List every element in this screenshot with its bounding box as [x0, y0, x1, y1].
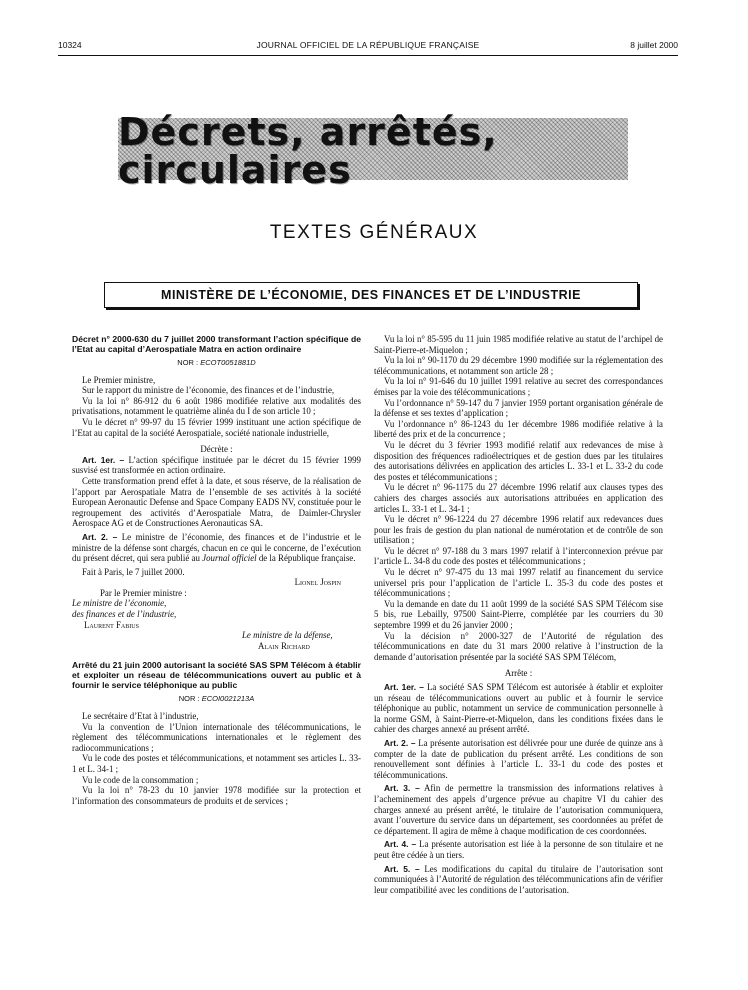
arrete-visa-1: Vu la convention de l’Union internationale des télécommunications, le règlement des télécommunications internationales et le règlement des radiocommunications ; — [72, 721, 361, 753]
min-eco-line1: Le ministre de l’économie, — [72, 598, 167, 609]
left-column — [72, 334, 361, 806]
page-number: 10324 — [58, 40, 82, 50]
arrete-visa-r11: Vu la décision n° 2000-327 de l’Autorité de régulation des télécommunications en date du 31 mars 2000 relative à l’instruction de la demande d’autorisation présentée par la société SAS SPM Télécom, — [374, 630, 663, 662]
arrete-visa-r7: Vu le décret n° 96-1224 du 27 décembre 1996 relatif aux redevances dues pour les frais de gestion du plan national de numérotation et de contrôle de son utilisation ; — [374, 514, 663, 546]
journal-title: JOURNAL OFFICIEL DE LA RÉPUBLIQUE FRANÇAISE — [256, 40, 480, 50]
nor-label: NOR : — [177, 358, 199, 367]
decret-intro-3: Vu le décret n° 99-97 du 15 février 1999 instituant une action spécifique de l’Etat au capital de la société Aerospatiale, société nationale industrielle, — [72, 416, 361, 438]
arrete-title: Arrêté du 21 juin 2000 autorisant la société SAS SPM Télécom à établir et exploiter un réseau de télécommunications ouvert au public et à fournir le service téléphonique au public — [72, 660, 361, 691]
arrete-art4 — [374, 839, 663, 860]
art-text: La société SAS SPM Télécom est autorisée à établir et exploiter un réseau de télécommunications ouvert au public et à fournir le service téléphonique au public, notamment un service de communication personnelle à la norme GSM, à Saint-Pierre-et-Miquelon, dans les conditions fixées dans le cahier des charges annexé au présent arrêté. — [374, 682, 663, 735]
art-label: Art. 1er. – — [384, 682, 424, 692]
arrete-visa-4: Vu la loi n° 78-23 du 10 janvier 1978 modifiée sur la protection et l’information des consommateurs de produits et de services ; — [72, 785, 361, 806]
decret-intro-1: Sur le rapport du ministre de l’économie, des finances et de l’industrie, — [82, 385, 335, 396]
decret-nor — [72, 358, 361, 369]
decrete-word: Décrète : — [200, 444, 233, 455]
ministry-title: MINISTÈRE DE L’ÉCONOMIE, DES FINANCES ET DE L’INDUSTRIE — [161, 288, 581, 302]
arrete-art2 — [374, 738, 663, 780]
running-header — [58, 40, 678, 54]
fait-line: Fait à Paris, le 7 juillet 2000. — [82, 566, 185, 577]
ministry-box — [104, 282, 638, 308]
arrete-visa-r3: Vu l’ordonnance n° 59-147 du 7 janvier 1959 portant organisation générale de la défense et ses textes d’application ; — [374, 397, 663, 419]
section-banner — [118, 110, 628, 192]
section-heading: TEXTES GÉNÉRAUX — [269, 222, 479, 243]
art-text: L’action spécifique instituée par le décret du 15 février 1999 susvisé est transformée en action ordinaire. — [72, 454, 361, 476]
arrete-visa-3: Vu le code de la consommation ; — [82, 774, 199, 785]
arrete-visa-0: Le secrétaire d’Etat à l’industrie, — [82, 711, 199, 722]
par-premier-ministre: Par le Premier ministre : — [100, 587, 187, 598]
art-label: Art. 2. – — [384, 737, 416, 748]
right-column — [374, 334, 663, 895]
art-text: Les modifications du capital du titulaire de l’autorisation sont communiquées à l’Autorité de régulation des télécommunications afin de vérifier leur compatibilité avec les conditions de l’autorisation. — [374, 863, 663, 895]
art-text: La présente autorisation est liée à la personne de son titulaire et ne peut être cédée à un tiers. — [374, 839, 663, 860]
arrete-visa-r5: Vu le décret du 3 février 1993 modifié relatif aux redevances de mise à disposition des fréquences radioélectriques et de gestion dues par les titulaires des autorisations délivrées en application des articles L. 33-1 et L. 33-2 du code des postes et télécommunications ; — [374, 439, 663, 482]
arrete-visa-r9: Vu le décret n° 97-475 du 13 mai 1997 relatif au financement du service universel pris pour l’application de l’article L. 35-3 du code des postes et télécommunications ; — [374, 567, 663, 599]
art-label: Art. 5. – — [384, 863, 420, 874]
arrete-art5 — [374, 864, 663, 896]
decret-title: Décret n° 2000-630 du 7 juillet 2000 transformant l’action spécifique de l’Etat au capital d’Aerospatiale Matra en action ordinaire — [72, 334, 361, 354]
journal-officiel: Journal officiel — [202, 553, 257, 564]
arrete-visa-r4: Vu l’ordonnance n° 86-1243 du 1er décembre 1986 modifiée relative à la liberté des prix et de la concurrence ; — [374, 418, 663, 440]
header-rule — [58, 55, 678, 56]
min-eco-line2: des finances et de l’industrie, — [72, 609, 177, 620]
nor-code: ECOT0051881D — [200, 358, 256, 367]
issue-date: 8 juillet 2000 — [630, 40, 678, 50]
arrete-visa-r2: Vu la loi n° 91-646 du 10 juillet 1991 relative au secret des correspondances émises par la voie des télécommunications ; — [374, 376, 663, 397]
art-text: Afin de permettre la transmission des informations relatives à l’acheminement des appels d’urgence prévue au chapitre VI du cahier des charges annexé au présent arrêté, le titulaire de l’autorisation communiquera, avant l’ouverture du service dans un département, ses coordonnées au préfet de ce département. Il agira de même à chaque modification de ces coordonnées. — [374, 783, 663, 836]
art-text-a: Le ministre de l’économie, des finances et de l’industrie et le ministre de la défense sont chargés, chacun en ce qui le concerne, de l’exécution du présent décret, qui sera publié au — [72, 531, 361, 564]
nor-label: NOR : — [178, 694, 200, 704]
art-label: Art. 4. – — [384, 839, 417, 850]
decret-art1-p2: Cette transformation prend effet à la date, et sous réserve, de la réalisation de l’apport par Aerospatiale Matra de l’ensemble de ses activités à la société European Aeronautic Defense and Space Company EADS NV, constituée pour le regroupement des activités d’Aerospatiale Matra, de Daimler-Chrysler Aerospace AG et de Constructiones Aeronauticas SA. — [72, 475, 361, 529]
arrete-art3 — [374, 783, 663, 836]
decret-art1 — [72, 455, 361, 476]
arrete-visa-r0: Vu la loi n° 85-595 du 11 juin 1985 modifiée relative au statut de l’archipel de Saint-Pierre-et-Miquelon ; — [374, 334, 663, 355]
art-label: Art. 2. – — [82, 531, 118, 542]
decret-intro-2: Vu la loi n° 86-912 du 6 août 1986 modifiée relative aux modalités des privatisations, notamment le quatrième alinéa du I de son article 10 ; — [72, 395, 361, 417]
arrete-visa-r8: Vu le décret n° 97-188 du 3 mars 1997 relatif à l’interconnexion prévue par l’article L. 34-8 du code des postes et télécommunications ; — [374, 545, 663, 567]
min-eco-name: Laurent Fabius — [84, 619, 139, 630]
arrete-visa-r1: Vu la loi n° 90-1170 du 29 décembre 1990 modifiée sur la réglementation des télécommunications, et notamment son article 28 ; — [374, 355, 663, 376]
art-text: La présente autorisation est délivrée pour une durée de quinze ans à compter de la date de publication du présent arrêté. Les conditions de son renouvellement sont définies à l’article L. 33-1 du code des postes et télécommunications. — [374, 737, 663, 780]
art-label: Art. 1er. – — [82, 454, 125, 465]
nor-code: ECOI0021213A — [201, 694, 255, 704]
banner-title: Décrets, arrêtés, circulaires — [118, 110, 498, 192]
min-def-title: Le ministre de la défense, — [242, 630, 333, 641]
min-def-signature — [72, 630, 361, 651]
decret-intro-0: Le Premier ministre, — [82, 374, 156, 385]
arrete-nor — [72, 694, 361, 705]
arrete-visa-2: Vu le code des postes et télécommunications, et notamment ses articles L. 33-1 et L. 34-1 ; — [72, 753, 361, 774]
art-label: Art. 3. – — [384, 783, 420, 794]
arrete-visa-r6: Vu le décret n° 96-1175 du 27 décembre 1996 relatif aux clauses types des cahiers des charges associés aux autorisations attribuées en application des articles L. 33-1 et L. 34-1 ; — [374, 482, 663, 514]
arrete-art1 — [374, 682, 663, 735]
art-text-b: de la République française. — [258, 553, 356, 564]
min-def-name: Alain Richard — [258, 640, 310, 651]
arrete-word: Arrête : — [504, 668, 533, 679]
decret-art2 — [72, 532, 361, 564]
arrete-visa-r10: Vu la demande en date du 11 août 1999 de la société SAS SPM Télécom sise 5 bis, rue Lebailly, 97500 Saint-Pierre, complétée par les courriers du 30 septembre 1999 et du 26 janvier 2000 ; — [374, 598, 663, 631]
pm-signature: Lionel Jospin — [294, 577, 341, 588]
